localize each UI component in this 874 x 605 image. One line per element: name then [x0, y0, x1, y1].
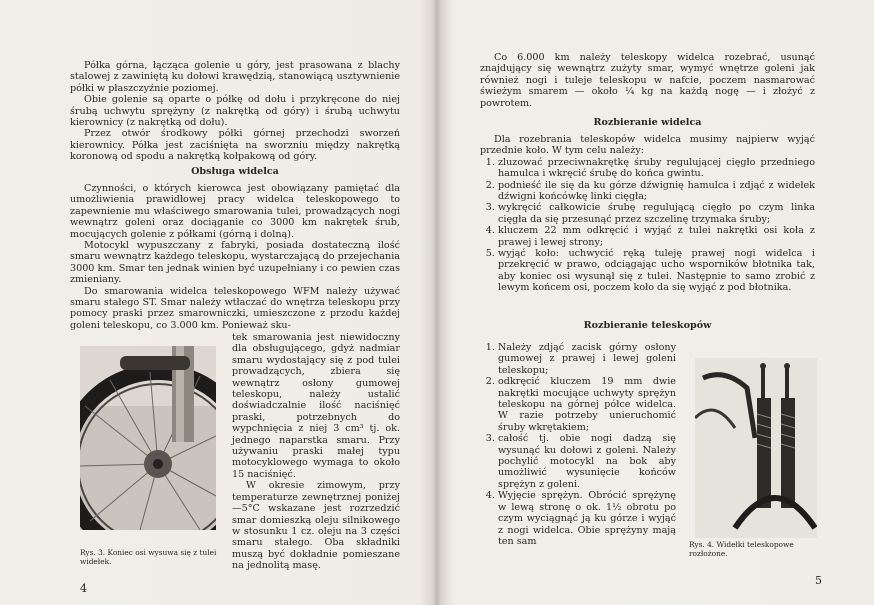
list-item: 3. całość tj. obie nogi dadzą się wysunąć ku dołowi z goleni. Należy pochylić motocykl na bok aby umożliwić wysunięcie końców sprężyn z goleni. [498, 433, 676, 490]
list-item: 4. Wyjęcie sprężyn. Obrócić sprężynę w lewą stronę o ok. 1½ obrotu po czym wyciągnąć ją ku górze i wyjąć z nogi widelca. Obie sprężyny mają ten sam [498, 490, 676, 547]
list-item: 5. wyjąć koło: uchwycić ręką tuleję prawej nogi widelca i przekręcić w prawo, odciągając ucho wsporników błotnika tak, aby koniec osi wysunął się z tulei. Następnie to samo zrobić z lewym końcem osi, poczem koło da się wyjąć z pod błotnika. [498, 248, 815, 294]
figure-caption: Rys. 4. Widełki teleskopowe rozłożone. [689, 540, 794, 558]
figure-caption: Rys. 3. Koniec osi wysuwa się z tulei widełek. [80, 548, 217, 566]
wheel-photo-icon [80, 346, 216, 530]
right-text-bottom [480, 342, 676, 547]
figure-wheel-photo [80, 346, 216, 530]
paragraph: Obie golenie są oparte o półkę od dołu i przykręcone do niej śrubą uchwytu sprężyny (z nakrętką od góry) i śrubą uchwytu kierownicy (z nakrętką od dołu). [70, 94, 400, 129]
paragraph: Motocykl wypuszczany z fabryki, posiada dostateczną ilość smaru wewnątrz każdego teleskopu, wystarczającą do przejechania 3000 km. Smar ten jednak winien być uzupełniany i co pewien czas zmieniany. [70, 240, 400, 286]
telescope-list [480, 342, 676, 547]
list-item: 3. wykręcić całkowicie śrubę regulującą cięgło po czym linka cięgła da się przesunąć przez szczelinę trzymaka śruby; [498, 202, 815, 225]
right-page [437, 0, 874, 605]
left-text-top [70, 60, 400, 163]
section-heading: Rozbieranie teleskopów [583, 320, 712, 331]
telescopic-fork-icon [695, 358, 817, 538]
paragraph: Czynności, o których kierowca jest obowiązany pamiętać dla umożliwienia prawidłowej pracy widelca teleskopowego to zapewnienie mu właściwego smarowania tulei, prowadzących nogi wewnątrz goleni oraz dociąganie co 3000 km nakrętek śrub, mocujących golenie z półkami (górną i dolną). [70, 183, 400, 240]
section-heading: Rozbieranie widelca [593, 117, 702, 128]
paragraph: W okresie zimowym, przy temperaturze zewnętrznej poniżej —5°C wskazane jest rozrzedzić smar domieszką oleju silnikowego w stosunku 1 cz. oleju na 3 części smaru stałego. Oba składniki muszą być dokładnie pomieszane na jednolitą masę. [232, 480, 400, 572]
list-item: 2. odkręcić kluczem 19 mm dwie nakrętki mocujące uchwyty sprężyn teleskopu na górnej półce widelca. W razie potrzeby unieruchomić śruby wkrętakiem; [498, 376, 676, 433]
paragraph: tek smarowania jest niewidoczny dla obsługującego, gdyż nadmiar smaru wydostający się z pod tulei prowadzących, zbiera się wewnątrz osłony gumowej teleskopu, należy ustalić doświadczalnie ilość naciśnięć praski, potrzebnych do wypchnięcia z niej 3 cm³ tj. ok. jednego naparstka smaru. Przy używaniu praski małej typu motocyklowego wymaga to około 15 naciśnięć. [232, 332, 400, 480]
disassembly-list [480, 157, 815, 294]
paragraph: Przez otwór środkowy półki górnej przechodzi sworzeń kierownicy. Półka jest zaciśnięta na sworzniu między nakrętką koronową od spodu a nakrętką kołpakową od góry. [70, 128, 400, 163]
left-text-wrap [232, 332, 400, 572]
right-text-top [480, 52, 815, 109]
page-number: 5 [815, 574, 822, 587]
section-heading: Obsługa widelca [191, 166, 279, 177]
list-item: 2. podnieść ile się da ku górze dźwignię hamulca i zdjąć z widełek dźwigni końcówkę linki cięgła; [498, 180, 815, 203]
paragraph: Co 6.000 km należy teleskopy widelca rozebrać, usunąć znajdujący się wewnątrz zużyty smar, wymyć wnętrze goleni jak również nogi i tuleje teleskopu w nafcie, poczem nasmarować świeżym smarem — około ¼ kg na każdą nogę — i złożyć z powrotem. [480, 52, 815, 109]
paragraph: Dla rozebrania teleskopów widelca musimy najpierw wyjąć przednie koło. W tym celu należy: [480, 134, 815, 157]
left-text-middle [70, 183, 400, 331]
right-text-middle [480, 134, 815, 294]
figure-fork-drawing [695, 358, 817, 538]
paragraph: Do smarowania widelca teleskopowego WFM należy używać smaru stałego ST. Smar należy wtłaczać do wnętrza teleskopu przy pomocy praski przez smarowniczki, umieszczone z przodu każdej goleni teleskopu, co 3.000 km. Ponieważ sku- [70, 285, 400, 331]
paragraph: Półka górna, łącząca golenie u góry, jest prasowana z blachy stalowej z zawiniętą ku dołowi krawędzią, stanowiącą usztywnienie półki w płaszczyźnie poziomej. [70, 60, 400, 94]
list-item: 1. Należy zdjąć zacisk górny osłony gumowej z prawej i lewej goleni teleskopu; [498, 342, 676, 376]
page-number: 4 [80, 582, 87, 595]
list-item: 4. kluczem 22 mm odkręcić i wyjąć z tulei nakrętki osi koła z prawej i lewej strony; [498, 225, 815, 248]
list-item: 1. zluzować przeciwnakrętkę śruby regulującej cięgło przedniego hamulca i wkręcić śrubę do końca gwintu. [498, 157, 815, 180]
